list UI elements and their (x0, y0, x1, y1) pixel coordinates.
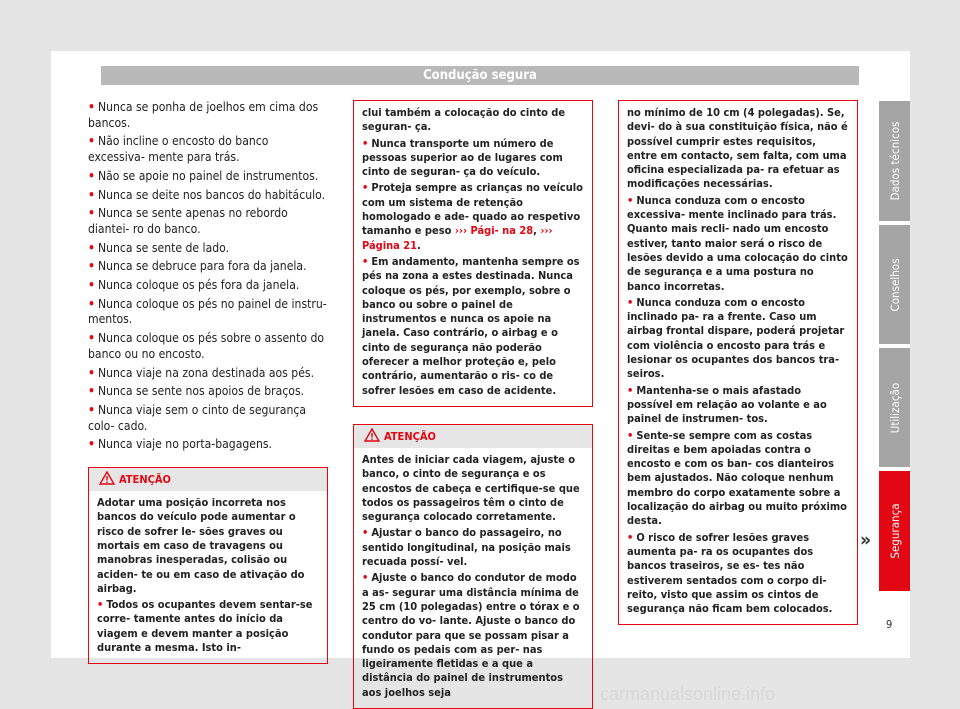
bullet-icon: • (88, 206, 95, 221)
bullet-icon: • (97, 598, 104, 612)
bullet-icon: • (88, 437, 95, 452)
tab-dados-tecnicos[interactable]: Dados técnicos (879, 101, 910, 221)
list-item: • Mantenha-se o mais afastado possível em relação ao volante e ao painel de instrumen- tos. (627, 383, 827, 426)
warning-box-continued (618, 100, 858, 625)
warning-title: ATENÇÃO (354, 425, 592, 448)
watermark: carmanualsonline.info (600, 684, 776, 704)
list-item: • Ajuste o banco do condutor de modo a as- segurar uma distância mínima de 25 cm (10 polegadas) entre o tórax e o centro do vo- lante. Ajuste o banco do condutor para que se possam pisar a fundo os pedais com as per- nas ligeiramente fletidas e a que a distância do painel de instrumentos aos joelhos seja (362, 571, 580, 699)
bullet-icon: • (362, 254, 369, 268)
list-item: • Nunca se sente de lado. (88, 240, 230, 255)
list-item: • Nunca transporte um número de pessoas superior ao de lugares com cinto de seguran- ça do veículo. (362, 136, 563, 179)
bullet-icon: • (627, 428, 634, 442)
list-item: • Não se apoie no painel de instrumentos. (88, 168, 319, 183)
page-title: Condução segura (101, 66, 859, 85)
list-item: • Em andamento, mantenha sempre os pés na zona a estes destinada. Nunca coloque os pés, por exemplo, sobre o banco ou sobre o painel de instrumentos e nunca os apoie na janela. Caso contrário, o airbag e o cinto de segurança não poderão oferecer a melhor proteção e, pelo contrário, aumentarão o ris- co de sofrer lesões em caso de acidente. (362, 254, 580, 397)
bullet-icon: • (627, 383, 634, 397)
bullet-icon: • (362, 526, 369, 540)
bullet-icon: • (88, 259, 95, 274)
list-item: • Todos os ocupantes devem sentar-se corre- tamente antes do início da viagem e devem manter a posição durante a mesma. Isto in- (97, 598, 313, 655)
warning-title: ATENÇÃO (89, 468, 327, 491)
paragraph: clui também a colocação do cinto de seguran- ça. (362, 106, 566, 134)
list-item: • Nunca coloque os pés fora da janela. (88, 278, 300, 293)
tab-utilizacao[interactable]: Utilização (879, 348, 910, 467)
warning-box (88, 467, 328, 664)
warning-box-continued (353, 100, 593, 407)
bullet-icon: • (88, 240, 95, 255)
list-item: • O risco de sofrer lesões graves aumenta pa- ra os ocupantes dos bancos traseiros, se es- tes não estiverem sentados com o corpo di- reito, visto que assim os cintos de segurança não ficam bem colocados. (627, 530, 833, 616)
list-item: • Sente-se sempre com as costas direitas e bem apoiadas contra o encosto e com os ban- cos dianteiros bem ajustados. Não coloque nenhum membro do corpo exatamente sobre a localização do airbag ou muito próximo desta. (627, 428, 847, 528)
paragraph: no mínimo de 10 cm (4 polegadas). Se, devi- do à sua constituição física, não é possível cumprir estes requisitos, entre em contacto, sem falta, com uma oficina especializada pa- ra efetuar as modificações necessárias. (627, 106, 848, 191)
warning-icon (364, 428, 380, 442)
bullet-icon: • (88, 402, 95, 417)
list-item: • Não incline o encosto do banco excessiva- mente para trás. (88, 134, 269, 165)
list-item: • Nunca viaje no porta-bagagens. (88, 437, 272, 452)
warning-box (353, 424, 593, 709)
list-item: • Proteja sempre as crianças no veículo com um sistema de retenção homologado e ade- quado ao respetivo tamanho e peso ››› Pági- na 28, ››› Página 21. (362, 181, 583, 252)
column-1 (88, 100, 328, 664)
bullet-icon: • (627, 193, 634, 207)
warning-intro: Antes de iniciar cada viagem, ajuste o banco, o cinto de segurança e os encostos de cabeça e certifique-se que todos os passageiros têm o cinto de segurança colocado corretamente. (362, 452, 580, 524)
bullet-icon: • (88, 384, 95, 399)
page-reference-link[interactable]: ››› Página 21 (362, 224, 553, 252)
list-item: • Ajustar o banco do passageiro, no sentido longitudinal, na posição mais recuada possí- vel. (362, 526, 571, 569)
tab-conselhos[interactable]: Conselhos (879, 225, 910, 344)
list-item: • Nunca conduza com o encosto inclinado pa- ra a frente. Caso um airbag frontal dispare, poderá projetar com violência o encosto para trás e lesionar os ocupantes dos bancos tra- seiros. (627, 295, 845, 381)
page-number: 9 (886, 618, 893, 631)
list-item: • Nunca se deite nos bancos do habitáculo. (88, 187, 326, 202)
bullet-icon: • (362, 571, 369, 585)
list-item: • Nunca viaje na zona destinada aos pés. (88, 365, 315, 380)
list-item: • Nunca coloque os pés sobre o assento do banco ou no encosto. (88, 331, 325, 361)
list-item: • Nunca coloque os pés no painel de instru- mentos. (88, 296, 327, 327)
warning-intro: Adotar uma posição incorreta nos bancos do veículo pode aumentar o risco de sofrer le- sões graves ou mortais em caso de travagens ou manobras inesperadas, colisão ou aciden- te ou em caso de ativação do airbag. (97, 496, 305, 595)
bullet-icon: • (627, 295, 634, 309)
bullet-icon: • (362, 136, 369, 150)
bullet-icon: • (88, 134, 95, 149)
list-item: • Nunca se sente nos apoios de braços. (88, 384, 305, 399)
warning-icon (99, 471, 115, 485)
bullet-icon: • (88, 187, 95, 202)
list-item: • Nunca se debruce para fora da janela. (88, 259, 307, 274)
bullet-icon: • (88, 296, 95, 311)
bullet-icon: • (88, 278, 95, 293)
tab-seguranca[interactable]: Segurança (879, 471, 910, 591)
column-2 (353, 100, 593, 709)
bullet-icon: • (362, 181, 369, 195)
list-item: • Nunca se ponha de joelhos em cima dos bancos. (88, 100, 319, 130)
bullet-icon: • (627, 530, 634, 544)
list-item: • Nunca viaje sem o cinto de segurança colo- cado. (88, 402, 307, 433)
bullet-icon: • (88, 331, 95, 346)
bullet-icon: • (88, 365, 95, 380)
list-item: • Nunca conduza com o encosto excessiva- mente inclinado para trás. Quanto mais recli- nado um encosto estiver, tanto maior será o risco de lesões devido a uma colocação do cinto de segurança e a uma postura no banco incorretas. (627, 193, 848, 293)
page-reference-link[interactable]: ››› Pági- na 28 (454, 224, 534, 238)
bullet-icon: • (88, 168, 95, 183)
continue-icon: » (860, 529, 869, 551)
list-item: • Nunca se sente apenas no rebordo diantei- ro do banco. (88, 206, 288, 236)
column-3 (618, 100, 858, 625)
bullet-icon: • (88, 100, 95, 114)
